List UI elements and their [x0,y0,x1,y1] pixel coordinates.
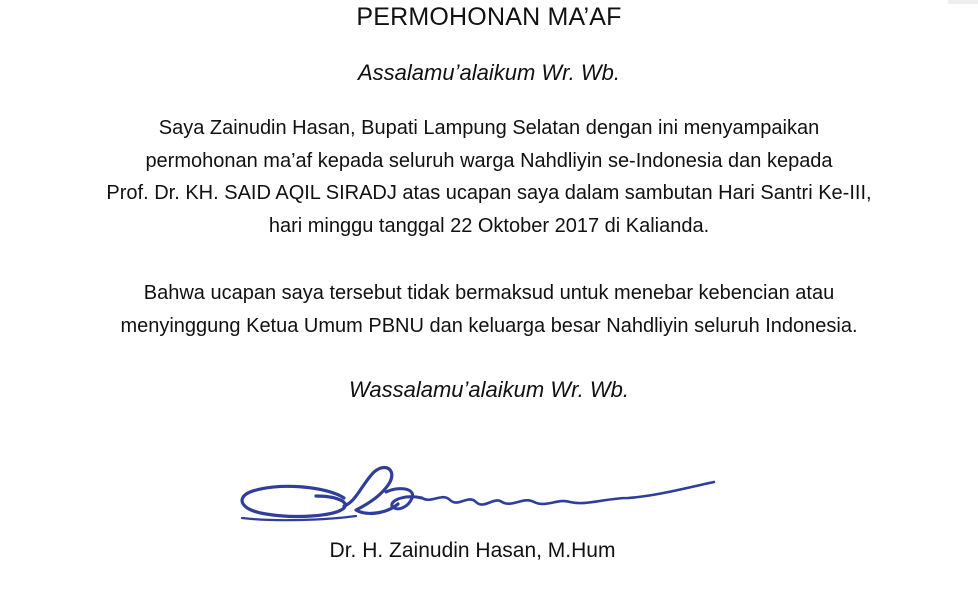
paragraph-line: permohonan ma’af kepada seluruh warga Nahdliyin se-Indonesia dan kepada [145,149,833,172]
paragraph-apology [0,112,978,242]
signature-strokes [242,467,714,520]
signature-image [236,462,726,534]
signer-name: Dr. H. Zainudin Hasan, M.Hum [329,539,616,562]
paragraph-line: hari minggu tanggal 22 Oktober 2017 di Kalianda. [268,214,710,237]
paragraph-clarification [0,277,978,342]
paragraph-line: Prof. Dr. KH. SAID AQIL SIRADJ atas ucapan saya dalam sambutan Hari Santri Ke-III, [106,182,872,204]
paragraph-line: Bahwa ucapan saya tersebut tidak bermaksud untuk menebar kebencian atau [143,282,835,304]
paragraph-line: menyinggung Ketua Umum PBNU dan keluarga besar Nahdliyin seluruh Indonesia. [120,314,858,337]
closing: Wassalamu’alaikum Wr. Wb. [349,377,629,402]
greeting: Assalamu’alaikum Wr. Wb. [357,60,620,85]
letter-title: PERMOHONAN MA’AF [356,3,622,31]
paragraph-line: Saya Zainudin Hasan, Bupati Lampung Selatan dengan ini menyampaikan [158,117,820,139]
